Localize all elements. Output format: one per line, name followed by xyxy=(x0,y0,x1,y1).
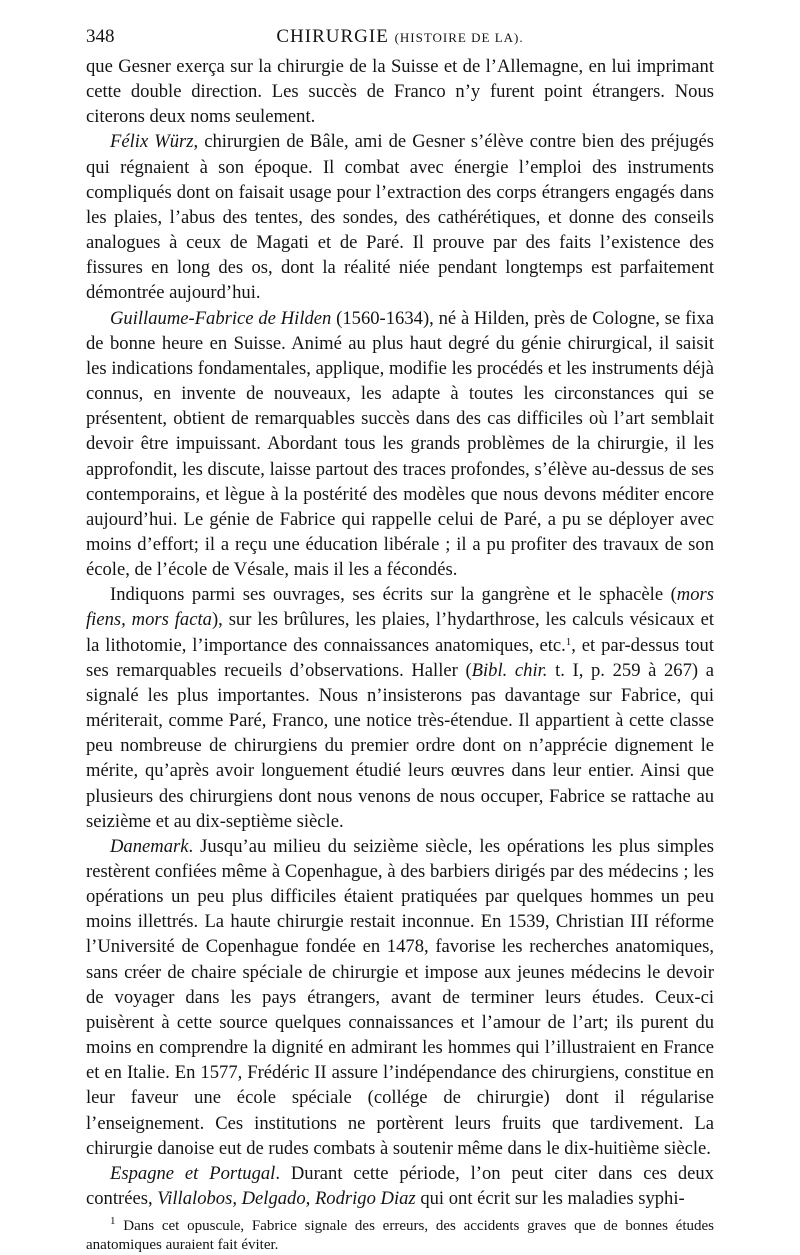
footnote-marker: 1 xyxy=(110,1215,116,1228)
footnote xyxy=(86,1217,714,1255)
italic-text: Espagne et Portugal xyxy=(110,1162,276,1184)
footnote-reference: 1 xyxy=(565,635,572,648)
running-title-sub: (HISTOIRE DE LA). xyxy=(394,30,524,45)
italic-text: Villalobos, Delgado, Rodrigo Diaz xyxy=(157,1188,416,1210)
text-run: qui ont écrit sur les maladies syphi- xyxy=(415,1188,685,1210)
body-text xyxy=(86,54,714,1211)
paragraph xyxy=(86,582,714,834)
italic-text: Bibl. chir. xyxy=(471,659,548,681)
footnote-text: Dans cet opuscule, Fabrice signale des erreurs, des accidents graves que de bonnes études anatomiques auraient fait éviter. xyxy=(86,1218,714,1254)
text-run: . Jusqu’au milieu du seizième siècle, les opérations les plus simples restèrent confiées même à Copenhague, à des barbiers dirigés par des médecins ; les opérations un peu plus difficiles étaient pratiquées par quelques hommes un peu moins illettrés. La haute chirurgie restait inconnue. En 1539, Christian III réforme l’Université de Copenhague fondée en 1478, favorise les recherches anatomiques, sans créer de chaire spéciale de chirurgie et impose aux jeunes médecins le devoir de voyager dans les pays étrangers, avant de terminer leurs études. Ceux-ci puisèrent à cette source quelques connaissances et l’amour de l’art; ils purent du moins en comprendre la dignité en admirant les hommes qui l’illustraient en France et en Italie. En 1577, Frédéric II assure l’indépendance des chirurgiens, constitue en leur faveur une école spéciale (collége de chirurgie) dont il régularise l’enseignement. Ces institutions ne portèrent leurs fruits que tardivement. La chirurgie danoise eut de rudes combats à soutenir même dans le dix-huitième siècle. xyxy=(86,835,714,1159)
text-run: , chirurgien de Bâle, ami de Gesner s’élève contre bien des préjugés qui régnaient à son époque. Il combat avec énergie l’emploi des instruments compliqués dont on faisait usage pour l’extraction des corps étrangers engagés dans les plaies, l’abus des tentes, des sondes, des cathérétiques, et donne des conseils analogues à ceux de Magati et de Paré. Il prouve par des faits l’existence des fissures en long des os, dont la réalité niée pendant longtemps est parfaitement démontrée aujourd’hui. xyxy=(86,131,714,304)
italic-text: mors fiens, mors facta xyxy=(86,584,714,631)
running-title-main: CHIRURGIE xyxy=(276,26,389,47)
book-page xyxy=(86,22,714,1255)
paragraph xyxy=(86,1161,714,1211)
text-run: t. I, p. 259 à 267) a signalé les plus importantes. Nous n’insisterons pas davantage sur Fabrice, qui mériterait, comme Paré, Franco, une notice très-étendue. Il appartient à cette classe peu nombreuse de chirurgiens du premier ordre dont on n’apprécie dignement le mérite, qu’après avoir longuement étudié leurs œuvres dans leur entier. Ainsi que plusieurs des chirurgiens dont nous venons de nous occuper, Fabrice se rattache au seizième et au dix-septième siècle. xyxy=(86,659,714,832)
text-run: . Durant cette période, l’on peut citer dans ces deux contrées, xyxy=(86,1162,714,1210)
italic-text: Danemark xyxy=(110,835,189,857)
text-run: , et par-dessus tout ses remarquables recueils d’observations. Haller ( xyxy=(86,634,714,681)
text-run: Indiquons parmi ses ouvrages, ses écrits sur la gangrène et le sphacèle ( xyxy=(110,584,677,606)
running-title xyxy=(86,22,714,53)
paragraph xyxy=(86,129,714,305)
page-header xyxy=(86,22,714,52)
italic-text: Félix Würz xyxy=(110,131,194,153)
text-run: (1560-1634), né à Hilden, près de Cologne, se fixa de bonne heure en Suisse. Animé au plus haut degré du génie chirurgical, il saisit les indications fondamentales, applique, modifie les procédés et les instruments déjà connus, en invente de nouveaux, les adapte à toutes les circonstances qui se présentent, obtient de remarquables succès dans des cas difficiles où l’art semblait devoir être impuissant. Abordant tous les grands problèmes de la chirurgie, il les approfondit, les discute, laisse partout des traces profondes, s’élève au-dessus de ses contemporains, et lègue à la postérité des modèles que nous devons méditer encore aujourd’hui. Le génie de Fabrice qui rappelle celui de Paré, a pu se déployer avec moins d’effort; il a reçu une éducation libérale ; il a pu profiter des travaux de son école, de l’école de Vésale, mais il les a fécondés. xyxy=(86,307,714,581)
page-number: 348 xyxy=(86,26,115,47)
paragraph xyxy=(86,834,714,1161)
italic-text: Guillaume-Fabrice de Hilden xyxy=(110,307,332,329)
paragraph xyxy=(86,306,714,583)
paragraph xyxy=(86,54,714,129)
text-run: ), sur les brûlures, les plaies, l’hydarthrose, les calculs vésicaux et la lithotomie, l’importance des connaissances anatomiques, etc. xyxy=(86,609,714,656)
text-run: que Gesner exerça sur la chirurgie de la Suisse et de l’Allemagne, en lui imprimant cette double direction. Les succès de Franco n’y furent point étrangers. Nous citerons deux noms seulement. xyxy=(86,56,714,128)
